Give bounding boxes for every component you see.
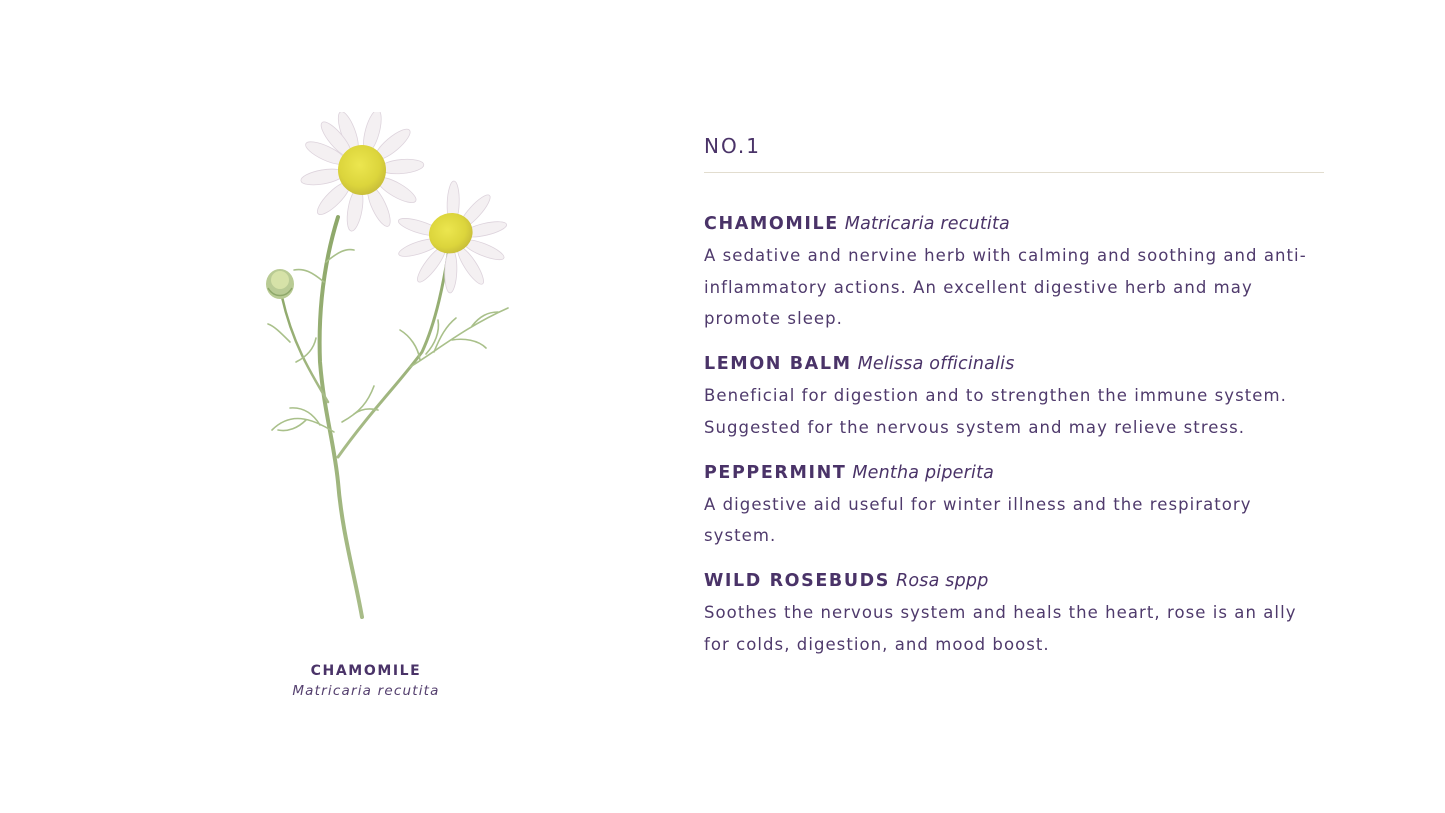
herb-name: WILD ROSEBUDS [704,570,890,591]
herb-title [704,349,1324,379]
herb-name: CHAMOMILE [704,214,839,234]
herb-list [704,209,1324,660]
herb-entry-chamomile [704,209,1324,335]
herb-name: PEPPERMINT [704,462,847,483]
chamomile-illustration [250,112,540,627]
herb-description: A sedative and nervine herb with calming and soothing and anti-inflammatory actions. An excellent digestive herb and may promote sleep. [704,246,1307,329]
herb-latin-name: Mentha piperita [852,462,995,483]
caption-common-name: CHAMOMILE [310,663,422,679]
herb-title [704,209,1324,239]
herb-title [704,566,1324,596]
herb-description: A digestive aid useful for winter illness and the respiratory system. [704,494,1252,546]
herb-latin-name: Matricaria recutita [844,214,1010,234]
herb-title [704,458,1324,488]
herb-latin-name: Rosa sppp [895,570,989,591]
blend-number: NO.1 [704,130,1324,173]
herb-entry-lemon-balm [704,349,1324,443]
herb-content [704,130,1324,674]
herb-description: Beneficial for digestion and to strengthen the immune system. Suggested for the nervous system and may relieve stress. [704,386,1287,437]
herb-description: Soothes the nervous system and heals the heart, rose is an ally for colds, digestion, and mood boost. [704,602,1297,654]
caption-latin-name: Matricaria recutita [292,683,440,699]
illustration-caption [266,662,466,701]
herb-entry-peppermint [704,458,1324,552]
herb-name: LEMON BALM [704,354,852,375]
herb-entry-wild-rosebuds [704,566,1324,660]
herb-latin-name: Melissa officinalis [857,354,1015,375]
